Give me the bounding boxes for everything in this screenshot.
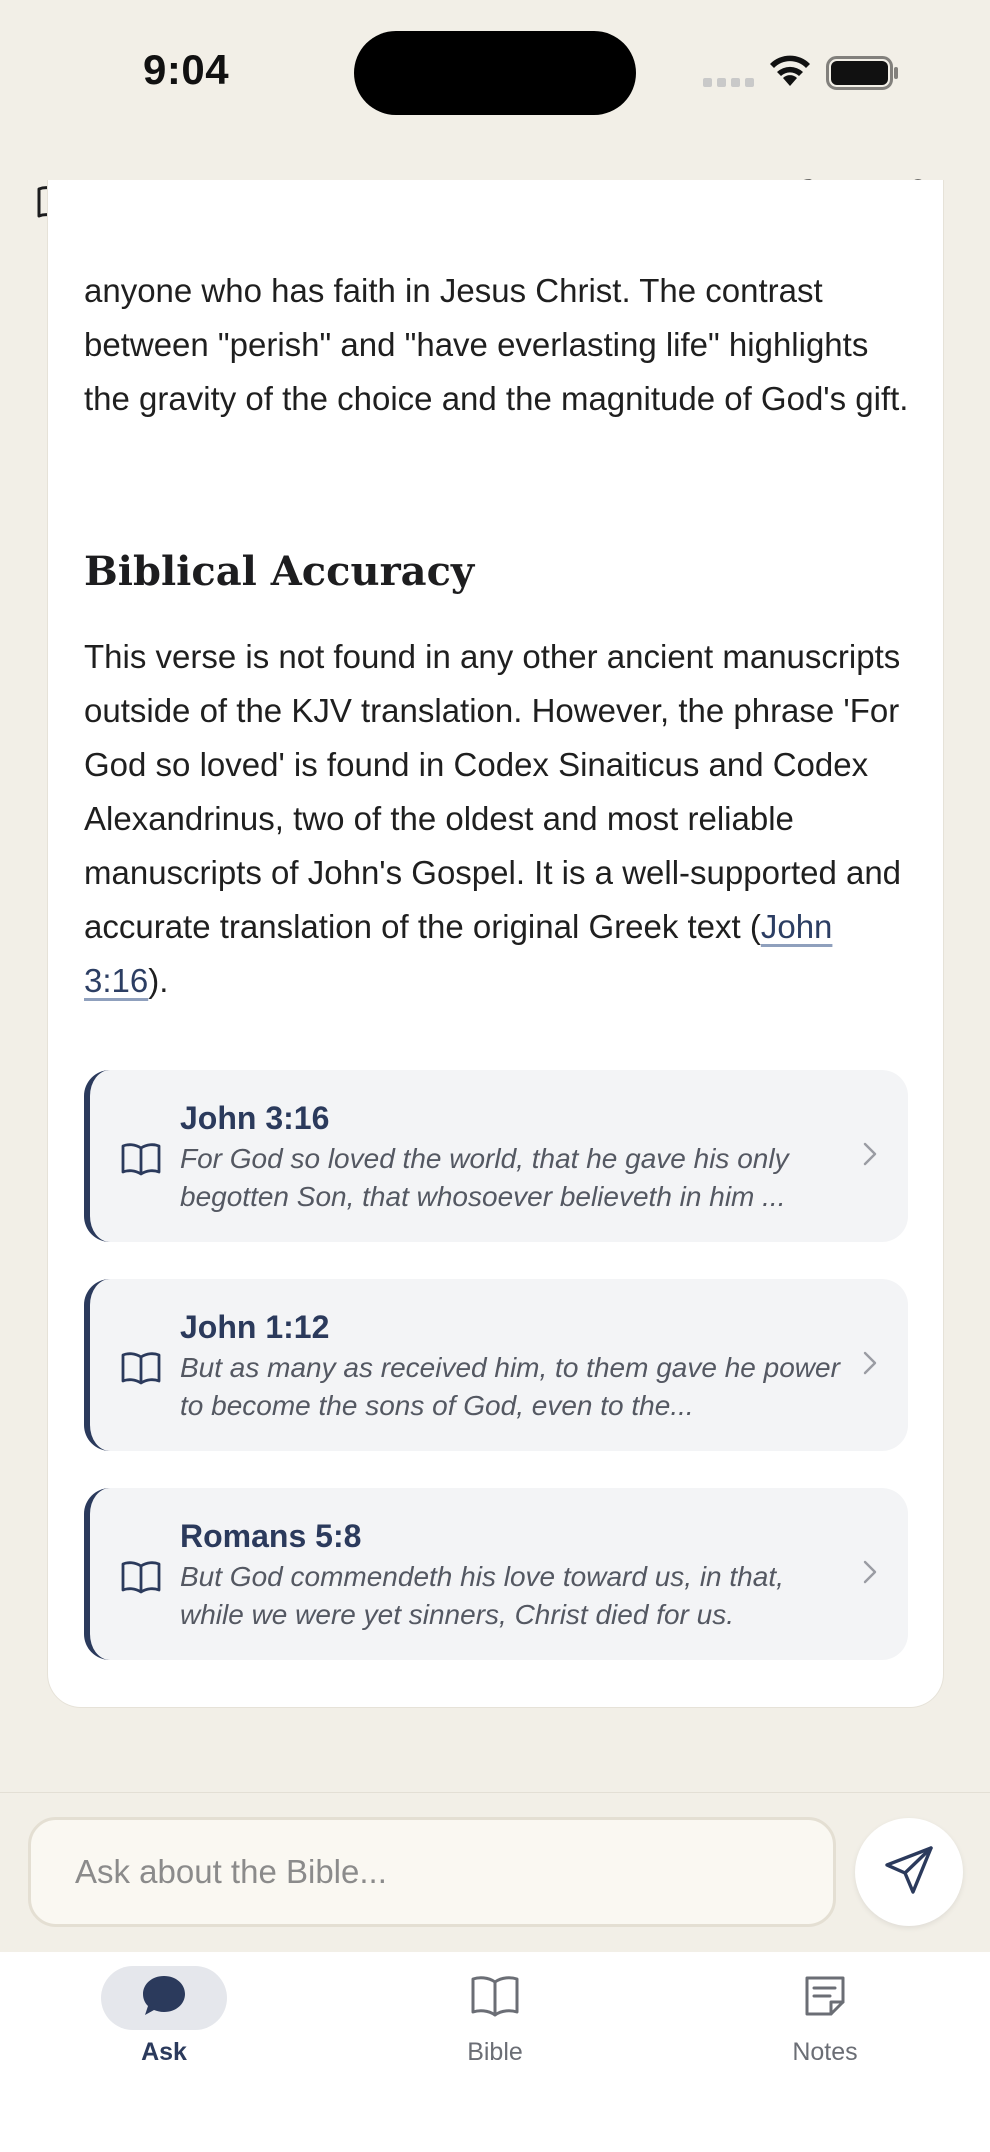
send-button[interactable]	[855, 1818, 963, 1926]
accuracy-paragraph	[84, 630, 914, 1008]
accuracy-text-end: ).	[148, 962, 169, 999]
tab-notes[interactable]	[725, 1966, 925, 2076]
status-time: 9:04	[143, 46, 230, 93]
tab-bar	[0, 1952, 990, 2152]
verse-text: But God commendeth his love toward us, in that, while we were yet sinners, Christ died for us.	[180, 1561, 784, 1630]
tab-icon-pill	[101, 1966, 227, 2030]
section-heading: Biblical Accuracy	[84, 548, 475, 595]
chevron-right-icon	[862, 1558, 878, 1591]
tab-label: Notes	[792, 2038, 858, 2066]
wifi-icon	[768, 54, 812, 93]
verse-reference: John 3:16	[180, 1100, 330, 1136]
verse-card[interactable]	[84, 1070, 908, 1242]
verse-reference-link[interactable]: John 3:16	[84, 908, 833, 999]
ask-input[interactable]	[28, 1817, 836, 1927]
verse-reference: Romans 5:8	[180, 1518, 362, 1554]
tab-icon-pill	[432, 1966, 558, 2030]
answer-intro-paragraph: anyone who has faith in Jesus Christ. The contrast between "perish" and "have everlasting life" highlights the gravity of the choice and the magnitude of God's gift.	[84, 272, 909, 417]
chevron-right-icon	[862, 1349, 878, 1382]
tab-icon-pill	[762, 1966, 888, 2030]
composer	[0, 1792, 990, 1952]
book-icon	[120, 1560, 162, 1599]
verse-card[interactable]	[84, 1279, 908, 1451]
tab-label: Bible	[467, 2038, 523, 2066]
chat-bubble-filled-icon	[140, 1973, 188, 2024]
notes-icon	[802, 1973, 848, 2024]
book-icon	[120, 1351, 162, 1390]
tab-label: Ask	[141, 2038, 187, 2066]
verse-reference: John 1:12	[180, 1309, 330, 1345]
verse-text: But as many as received him, to them gave he power to become the sons of God, even to the...	[180, 1352, 840, 1421]
battery-icon	[826, 56, 900, 95]
book-icon	[120, 1142, 162, 1181]
verse-text: For God so loved the world, that he gave his only begotten Son, that whosoever believeth in him ...	[180, 1143, 789, 1212]
send-icon	[882, 1843, 936, 1902]
chevron-right-icon	[862, 1140, 878, 1173]
answer-card	[47, 180, 944, 1708]
cellular-signal-icon	[703, 78, 754, 87]
book-icon	[470, 1975, 520, 2022]
tab-ask[interactable]	[64, 1966, 264, 2076]
dynamic-island	[354, 31, 636, 115]
status-bar	[0, 0, 990, 140]
tab-bible[interactable]	[395, 1966, 595, 2076]
accuracy-text: This verse is not found in any other ancient manuscripts outside of the KJV translation. However, the phrase 'For God so loved' is found in Codex Sinaiticus and Codex Alexandrinus, two of the oldest and most reliable manuscripts of John's Gospel. It is a well-supported and accurate translation of the original Greek text (	[84, 638, 902, 945]
verse-card[interactable]	[84, 1488, 908, 1660]
